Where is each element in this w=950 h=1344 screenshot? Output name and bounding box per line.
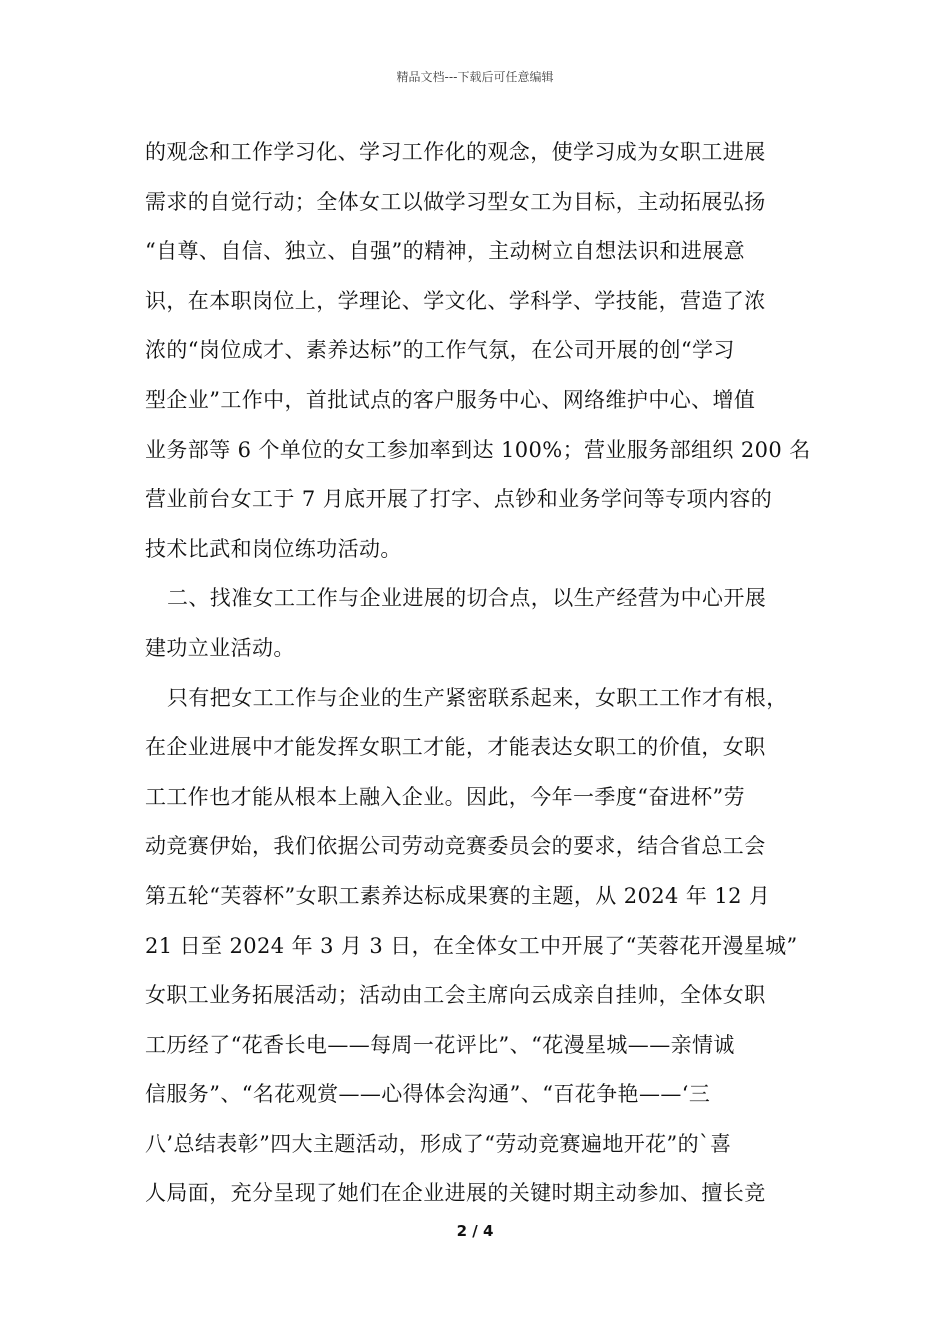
text-line: 动竞赛伊始，我们依据公司劳动竞赛委员会的要求，结合省总工会 xyxy=(145,834,766,859)
text-line: 信服务”、“名花观赏——心得体会沟通”、“百花争艳——‘三 xyxy=(145,1082,711,1107)
text-line: 浓的“岗位成才、素养达标”的工作气氛，在公司开展的创“学习 xyxy=(145,338,735,363)
text-line: 女职工业务拓展活动；活动由工会主席向云成亲自挂帅，全体女职 xyxy=(145,983,766,1008)
text-line: 工历经了“花香长电——每周一花评比”、“花漫星城——亲情诚 xyxy=(145,1032,735,1057)
page-header: 精品文档---下载后可任意编辑 xyxy=(396,70,554,84)
text-line: 在企业进展中才能发挥女职工才能，才能表达女职工的价值，女职 xyxy=(145,735,766,760)
text-line: 业务部等 6 个单位的女工参加率到达 100%；营业服务部组织 200 名 xyxy=(145,437,811,462)
page-number: 2 / 4 xyxy=(456,1222,494,1240)
text-line: 工工作也才能从根本上融入企业。因此，今年一季度“奋进杯”劳 xyxy=(145,784,746,809)
text-line: 的观念和工作学习化、学习工作化的观念，使学习成为女职工进展 xyxy=(145,140,766,164)
section-heading-line: 二、找准女工工作与企业进展的切合点，以生产经营为中心开展 xyxy=(167,586,767,611)
text-line: “自尊、自信、独立、自强”的精神，主动树立自想法识和进展意 xyxy=(145,239,746,264)
text-line: 技术比武和岗位练功活动。 xyxy=(145,536,402,561)
text-line: 识，在本职岗位上，学理论、学文化、学科学、学技能，营造了浓 xyxy=(145,288,766,313)
text-line: 营业前台女工于 7 月底开展了打字、点钞和业务学问等专项内容的 xyxy=(145,487,773,512)
text-line: 需求的自觉行动；全体女工以做学习型女工为目标，主动拓展弘扬 xyxy=(145,189,766,214)
text-line: 八’总结表彰”四大主题活动，形成了“劳动竞赛遍地开花”的`喜 xyxy=(145,1131,732,1156)
text-line: 第五轮“芙蓉杯”女职工素养达标成果赛的主题，从 2024 年 12 月 xyxy=(145,883,771,908)
text-line: 21 日至 2024 年 3 月 3 日，在全体女工中开展了“芙蓉花开漫星城” xyxy=(145,933,798,958)
paragraph-start-line: 只有把女工工作与企业的生产紧密联系起来，女职工工作才有根， xyxy=(167,685,788,710)
section-heading-line: 建功立业活动。 xyxy=(145,635,295,660)
document-body xyxy=(145,128,817,1219)
text-line: 型企业”工作中，首批试点的客户服务中心、网络维护中心、增值 xyxy=(145,387,756,412)
text-line: 人局面，充分呈现了她们在企业进展的关键时期主动参加、擅长竞 xyxy=(145,1181,766,1206)
